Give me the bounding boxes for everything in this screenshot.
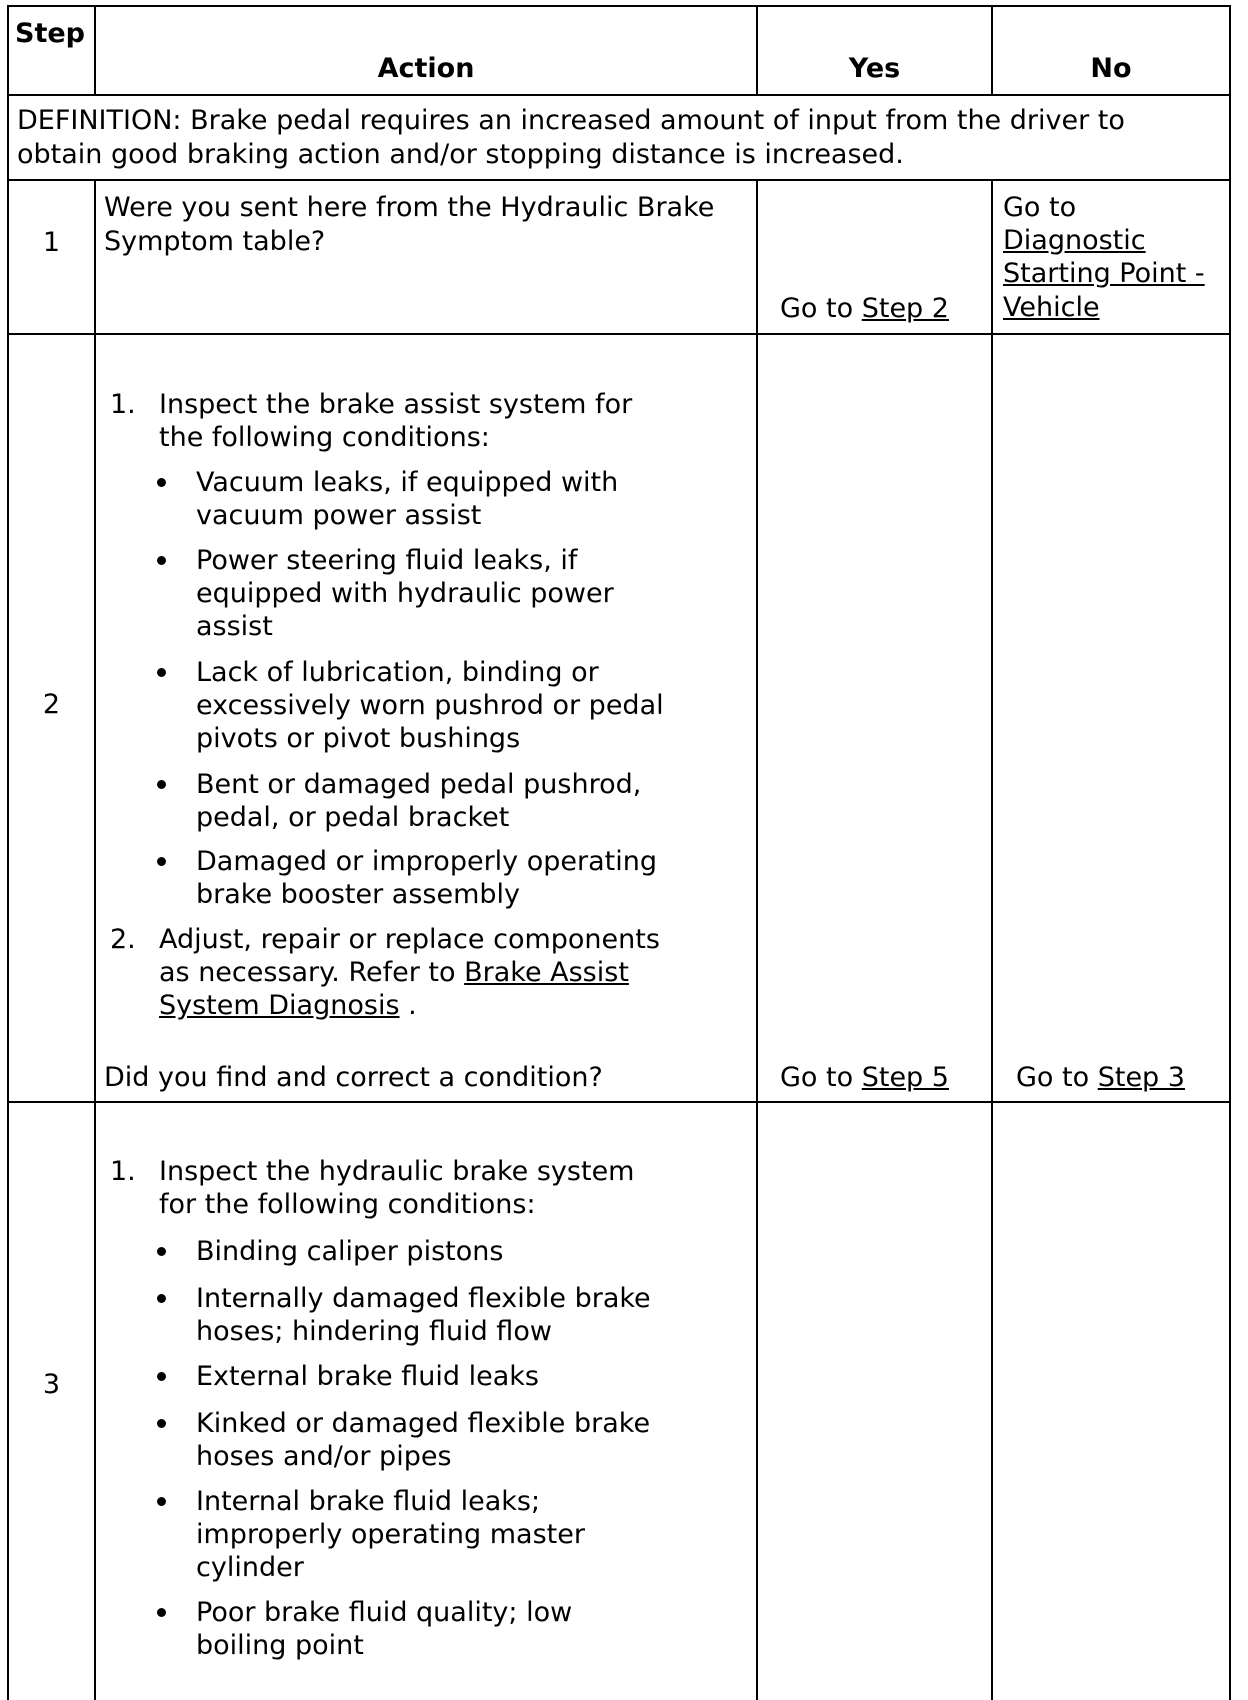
period-label: . [399, 990, 417, 1021]
diagnostic-starting-point-link[interactable]: Diagnostic [1003, 225, 1146, 256]
header-no: No [1090, 53, 1132, 84]
step-5-link[interactable]: Step 5 [861, 1062, 949, 1093]
step1-question-line1: Were you sent here from the Hydraulic Brake [104, 192, 715, 223]
bullet-icon [157, 1497, 166, 1506]
step-3-link[interactable]: Step 3 [1097, 1062, 1185, 1093]
bullet-text: brake booster assembly [196, 879, 520, 910]
list-item-number: 2. [110, 924, 136, 955]
brake-assist-diagnosis-link[interactable]: System Diagnosis [159, 990, 400, 1021]
table-border-left [7, 5, 9, 1700]
table-divider-yes-no [991, 181, 993, 1700]
step-2-link[interactable]: Step 2 [861, 293, 949, 324]
bullet-icon [157, 1608, 166, 1617]
bullet-text: boiling point [196, 1630, 364, 1661]
bullet-text: assist [196, 611, 273, 642]
bullet-text: Kinked or damaged flexible brake [196, 1408, 651, 1439]
bullet-text: improperly operating master [196, 1519, 585, 1550]
bullet-text: vacuum power assist [196, 500, 482, 531]
definition-text-line2: obtain good braking action and/or stopping distance is increased. [17, 139, 904, 170]
bullet-text: Internal brake fluid leaks; [196, 1486, 541, 1517]
step2-no-action [1016, 1061, 1185, 1094]
bullet-text: pedal, or pedal bracket [196, 802, 510, 833]
list-item-text [159, 989, 417, 1022]
list-item-number: 1. [110, 1156, 136, 1187]
list-item-text: the following conditions: [159, 422, 490, 453]
bullet-text: Binding caliper pistons [196, 1236, 504, 1267]
table-row-separator [7, 94, 1231, 96]
bullet-text: cylinder [196, 1552, 304, 1583]
header-step: Step [15, 18, 85, 49]
bullet-text: Bent or damaged pedal pushrod, [196, 769, 642, 800]
bullet-text: Internally damaged flexible brake [196, 1283, 651, 1314]
bullet-icon [157, 1294, 166, 1303]
bullet-icon [157, 780, 166, 789]
diagnostic-starting-point-link[interactable]: Vehicle [1003, 292, 1100, 323]
list-item-text: Inspect the brake assist system for [159, 389, 633, 420]
list-item-text: Inspect the hydraulic brake system [159, 1156, 635, 1187]
bullet-text: hoses; hindering fluid flow [196, 1316, 552, 1347]
brake-assist-diagnosis-link[interactable]: Brake Assist [464, 957, 629, 988]
bullet-icon [157, 1247, 166, 1256]
bullet-text: Damaged or improperly operating [196, 846, 657, 877]
step1-no-label: Go to [1003, 192, 1077, 223]
bullet-text: Lack of lubrication, binding or [196, 657, 599, 688]
bullet-text: External brake fluid leaks [196, 1361, 539, 1392]
table-row-separator [7, 1101, 1231, 1103]
bullet-text: Poor brake fluid quality; low [196, 1597, 573, 1628]
table-row-separator [7, 179, 1231, 181]
header-yes: Yes [848, 53, 901, 84]
go-to-label: Go to [780, 293, 862, 324]
bullet-text: pivots or pivot bushings [196, 723, 521, 754]
list-item-text: for the following conditions: [159, 1189, 536, 1220]
bullet-icon [157, 1372, 166, 1381]
step2-question: Did you find and correct a condition? [104, 1062, 603, 1093]
bullet-text: Vacuum leaks, if equipped with [196, 467, 619, 498]
bullet-icon [157, 478, 166, 487]
step1-yes-action [780, 292, 949, 325]
step-number: 2 [42, 689, 61, 720]
step1-question-line2: Symptom table? [104, 226, 326, 257]
bullet-text: hoses and/or pipes [196, 1441, 452, 1472]
table-row-separator [7, 333, 1231, 335]
step-number: 1 [42, 227, 61, 258]
bullet-text: excessively worn pushrod or pedal [196, 690, 664, 721]
table-divider-step-action [94, 181, 96, 1700]
step-number: 3 [42, 1369, 61, 1400]
bullet-icon [157, 668, 166, 677]
diagnostic-starting-point-link[interactable]: Starting Point - [1003, 258, 1205, 289]
table-border-right [1229, 5, 1231, 1700]
go-to-label: Go to [780, 1062, 862, 1093]
list-item-text: Adjust, repair or replace components [159, 924, 660, 955]
bullet-text: equipped with hydraulic power [196, 578, 614, 609]
bullet-text: Power steering fluid leaks, if [196, 545, 578, 576]
refer-to-label: as necessary. Refer to [159, 957, 465, 988]
list-item-text [159, 956, 629, 989]
bullet-icon [157, 556, 166, 565]
go-to-label: Go to [1016, 1062, 1098, 1093]
definition-text-line1: DEFINITION: Brake pedal requires an increased amount of input from the driver to [17, 105, 1125, 136]
table-border-top [7, 5, 1231, 7]
table-divider-action-yes [756, 181, 758, 1700]
step2-yes-action [780, 1061, 949, 1094]
bullet-icon [157, 1419, 166, 1428]
bullet-icon [157, 857, 166, 866]
list-item-number: 1. [110, 389, 136, 420]
header-action: Action [377, 53, 475, 84]
